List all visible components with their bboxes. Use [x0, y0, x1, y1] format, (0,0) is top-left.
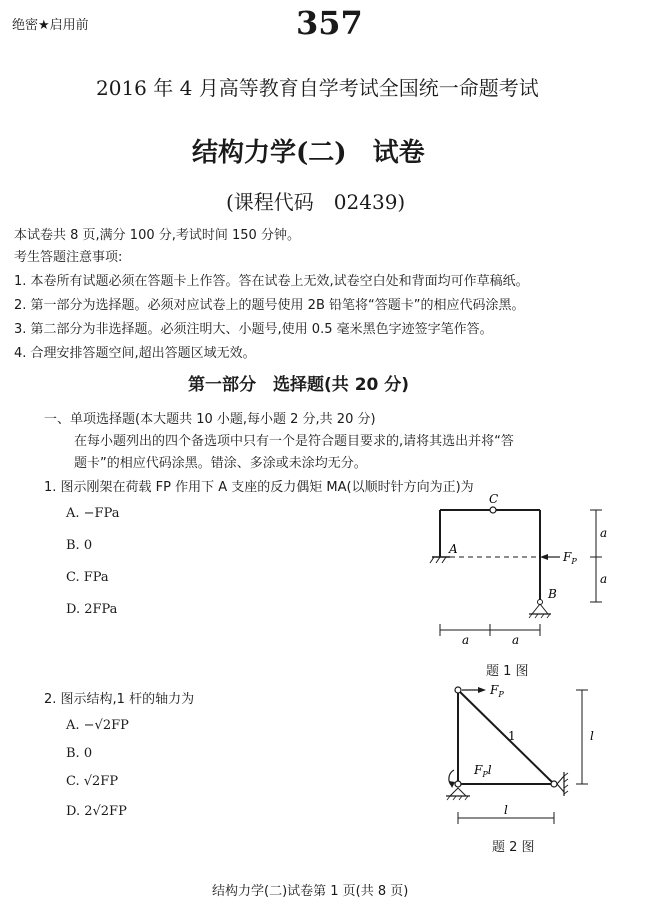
figure-1-label-c: C [489, 492, 499, 506]
question-1-option-d: D. 2FPa [66, 602, 118, 617]
question-2-option-b: B. 0 [66, 746, 93, 761]
figure-2-dim-l: l [590, 729, 594, 743]
notice-item: 4. 合理安排答题空间,超出答题区域无效。 [14, 346, 256, 361]
course-code: (课程代码 02439) [226, 190, 406, 214]
question-1-option-c: C. FPa [66, 570, 109, 585]
secret-mark: 绝密★启用前 [12, 18, 89, 33]
figure-1-dim-a: a [462, 633, 470, 647]
notice-item: 1. 本卷所有试题必须在答题卡上作答。答在试卷上无效,试卷空白处和背面均可作草稿纸。 [14, 274, 529, 289]
notice-item: 3. 第二部分为非选择题。必须注明大、小题号,使用 0.5 毫米黑色字迹签字笔作答。 [14, 322, 493, 337]
section-instruction: 在每小题列出的四个备选项中只有一个是符合题目要求的,请将其选出并将“答 [74, 434, 514, 449]
question-2-option-d: D. 2√2FP [66, 804, 127, 819]
question-1-stem: 1. 图示刚架在荷载 FP 作用下 A 支座的反力偶矩 MA(以顺时针方向为正)为 [44, 480, 474, 495]
figure-1-frame [420, 490, 620, 650]
question-2-option-c: C. √2FP [66, 774, 119, 789]
figure-1-dim-a: a [512, 633, 520, 647]
question-2-option-a: A. −√2FP [66, 718, 129, 733]
exam-info: 本试卷共 8 页,满分 100 分,考试时间 150 分钟。 [14, 228, 300, 243]
figure-2-label-load: $F_P$ [490, 683, 504, 699]
figure-2-caption: 题 2 图 [492, 840, 535, 855]
figure-1-dim-a: a [600, 526, 608, 540]
figure-1-label-b: B [548, 587, 557, 601]
page-footer: 结构力学(二)试卷第 1 页(共 8 页) [212, 884, 409, 899]
section-instruction: 题卡”的相应代码涂黑。错涂、多涂或未涂均无分。 [74, 456, 367, 471]
figure-1-dim-a: a [600, 572, 608, 586]
question-1-option-b: B. 0 [66, 538, 93, 553]
exam-code: 357 [296, 4, 363, 42]
subject-title: 结构力学(二) 试卷 [192, 138, 425, 168]
notice-item: 2. 第一部分为选择题。必须对应试卷上的题号使用 2B 铅笔将“答题卡”的相应代码涂黑。 [14, 298, 525, 313]
figure-2-label-moment: $F_Pl$ [474, 763, 492, 779]
figure-2-dim-l: l [504, 803, 508, 817]
part-title: 第一部分 选择题(共 20 分) [188, 375, 410, 395]
figure-2-member-label: 1 [508, 729, 516, 743]
figure-1-caption: 题 1 图 [486, 664, 529, 679]
figure-1-label-load: $F_P$ [563, 550, 577, 566]
figure-2-truss [430, 678, 630, 830]
notice-heading: 考生答题注意事项: [14, 250, 123, 265]
question-2-stem: 2. 图示结构,1 杆的轴力为 [44, 692, 195, 707]
question-1-option-a: A. −FPa [66, 506, 120, 521]
exam-title: 2016 年 4 月高等教育自学考试全国统一命题考试 [96, 76, 539, 100]
section-heading: 一、单项选择题(本大题共 10 小题,每小题 2 分,共 20 分) [44, 412, 376, 427]
figure-1-label-a: A [449, 542, 458, 556]
